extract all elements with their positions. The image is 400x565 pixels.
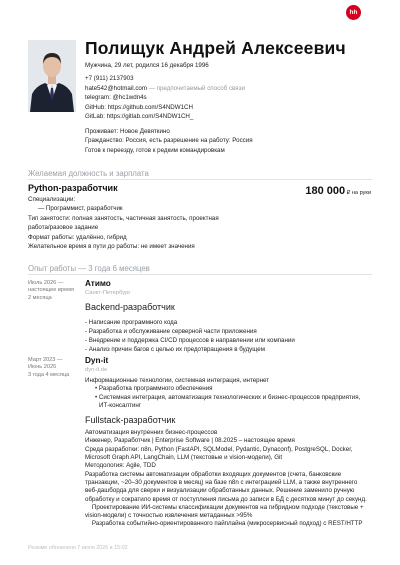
candidate-name: Полищук Андрей Алексеевич	[85, 38, 346, 58]
desired-position-section-title: Желаемая должность и зарплата	[28, 169, 149, 178]
section-divider	[28, 274, 372, 275]
job-duration: 3 года 4 месяца	[28, 371, 70, 378]
company-name: Dyn-it	[85, 356, 109, 365]
job-entry	[85, 279, 385, 354]
citizenship: Гражданство: Россия, есть разрешение на работу: Россия	[85, 137, 253, 144]
industry-bullet: ИТ-консалтинг	[99, 401, 142, 409]
description-line: веб-дашборда для сверки и визуализации обработанных данных. Решение заменило ручную	[85, 487, 355, 495]
description-line: транзакции, ~20–30 документов в месяц) на базе n8n с интеграцией LLM, а также внутреннего	[85, 478, 358, 486]
desired-position-title: Python-разработчик	[28, 183, 118, 193]
phone[interactable]: +7 (911) 2137903	[85, 75, 134, 82]
job-period-end: настоящее время	[28, 287, 75, 294]
company-city: Санкт-Петербург	[85, 290, 131, 296]
travel-time: Желательное время в пути до работы: не имеет значения	[28, 243, 195, 251]
industry-bullet: • Системная интеграция, автоматизация технологических и бизнес-процессов предприятия,	[95, 393, 361, 401]
company-name: Атимо	[85, 279, 111, 288]
description-line: Среда разработки: n8n, Python (FastAPI, SQLModel, Pydantic, Dynaconf), PostgreSQL, Docker,	[85, 445, 353, 453]
description-line: vision-модели) с точностью извлечения метаданных >95%	[85, 512, 253, 520]
duty-item: - Написание программного кода	[85, 319, 178, 326]
resume-updated-footer: Резюме обновлено 7 июля 2026 в 15:02	[28, 545, 128, 551]
contacts-block	[85, 74, 253, 155]
description-line: обработку и сократило время от поступления письма до записи в БД с десятков минут до секунд.	[85, 495, 367, 503]
salary-currency: ₽ на руки	[345, 190, 371, 196]
job-role: Fullstack-разработчик	[85, 415, 176, 426]
description-line: Инженер, Разработчик | Enterprise Software | 08.2025 – настоящее время	[85, 437, 295, 445]
gitlab-link[interactable]: GitLab: https://gitlab.com/S4NDW1CH_	[85, 113, 194, 120]
job-period-start: Июль 2026 —	[28, 280, 64, 286]
job-description	[85, 429, 385, 529]
job-period-start: Март 2023 —	[28, 357, 63, 363]
job-duration: 2 месяца	[28, 294, 52, 301]
residence: Проживает: Новое Девяткино	[85, 127, 170, 135]
candidate-demographics: Мужчина, 29 лет, родился 16 декабря 1996	[85, 62, 209, 69]
specializations-block	[28, 195, 328, 251]
description-line: Microsoft Graph API, LangChain, LLM (текстовые и vision-модели), Git	[85, 454, 283, 462]
email-row	[85, 84, 253, 94]
email-link[interactable]: hate542@hotmail.com	[85, 84, 148, 92]
job-period-end: Июнь 2026	[28, 364, 57, 371]
section-divider	[28, 179, 372, 180]
employment-type-cont: работа/разовое задание	[28, 224, 99, 232]
experience-section-title: Опыт работы — 3 года 6 месяцев	[28, 264, 150, 273]
resume-header	[85, 38, 385, 69]
work-format: Формат работы: удалённо, гибрид	[28, 233, 127, 241]
duty-item: - Внедрение и поддержка CI/CD процессов в направлении или компании	[85, 337, 295, 344]
email-note: — предпочитаемый способ связи	[147, 84, 245, 92]
job-period	[28, 357, 80, 379]
job-role: Backend-разработчик	[85, 302, 175, 312]
employment-type: Тип занятости: полная занятость, частичная занятость, проектная	[28, 214, 219, 222]
telegram[interactable]: telegram: @hc1wdn4s	[85, 94, 147, 101]
profile-photo	[28, 40, 76, 112]
hh-logo: hh	[346, 5, 361, 20]
job-period	[28, 280, 80, 302]
description-line: Разработка системы автоматизации обработки входящих документов (счета, банковские	[85, 470, 342, 478]
description-line: Методология: Agile, TDD	[85, 462, 156, 470]
duty-item: - Анализ причин багов с целью их предотвращения в будущем	[85, 346, 265, 353]
salary-amount: 180 000	[305, 185, 346, 197]
company-site-link[interactable]: dyn-it.de	[85, 367, 108, 373]
specializations-label: Специализации:	[28, 196, 76, 203]
duty-item: - Разработка и обслуживание серверной части приложения	[85, 328, 257, 335]
relocation: Готов к переезду, готов к редким командировкам	[85, 146, 225, 154]
github-link[interactable]: GitHub: https://github.com/S4NDW1CH	[85, 103, 193, 111]
job-entry	[85, 356, 385, 529]
description-line: Автоматизация внутренних бизнес-процессов	[85, 429, 218, 437]
job-duties	[85, 318, 385, 354]
company-industry: Информационные технологии, системная интеграция, интернет	[85, 377, 270, 384]
specialization-item: — Программист, разработчик	[38, 205, 123, 213]
industry-bullet: • Разработка программного обеспечения	[95, 385, 213, 393]
description-line: Разработка событийно-ориентированного пайплайна (микросервисный подход) с REST/HTTP	[85, 520, 363, 528]
description-line: Проектирование ИИ-системы классификации документов на гибридном подходе (текстовые +	[85, 503, 364, 511]
